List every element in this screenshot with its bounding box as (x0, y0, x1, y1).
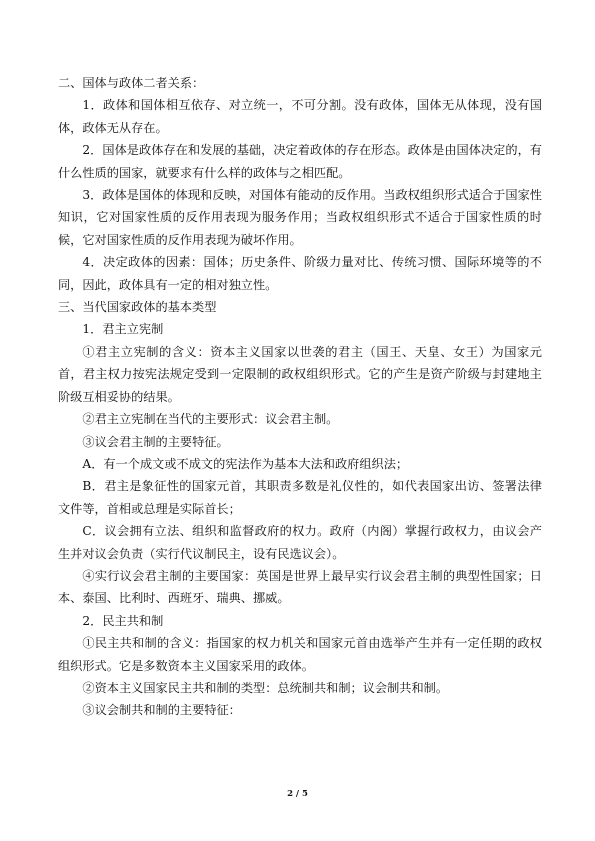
paragraph: ①君主立宪制的含义：资本主义国家以世袭的君主（国王、天皇、女王）为国家元首，君主权力按宪法规定受到一定限制的政权组织形式。它的产生是资产阶级与封建地主阶级互相妥协的结果。 (58, 344, 542, 404)
paragraph: 2．国体是政体存在和发展的基础，决定着政体的存在形态。政体是由国体决定的，有什么性质的国家，就要求有什么样的政体与之相匹配。 (58, 143, 542, 180)
paragraph: 1．政体和国体相互依存、对立统一，不可分割。没有政体，国体无从体现，没有国体，政体无从存在。 (58, 98, 542, 135)
paragraph: 4．决定政体的因素：国体；历史条件、阶级力量对比、传统习惯、国际环境等的不同，因此，政体具有一定的相对独立性。 (58, 255, 542, 292)
document-body (58, 72, 542, 722)
paragraph: ④实行议会君主制的主要国家：英国是世界上最早实行议会君主制的典型性国家；日本、泰国、比利时、西班牙、瑞典、挪威。 (58, 568, 542, 606)
paragraph: ③议会君主制的主要特征。 (82, 434, 229, 449)
paragraph: C．议会拥有立法、组织和监督政府的权力。政府（内阁）掌握行政权力，由议会产生并对议会负责（实行代议制民主，设有民选议会）。 (58, 524, 542, 561)
subsection-heading: 1．君主立宪制 (82, 322, 164, 337)
paragraph: B．君主是象征性的国家元首，其职责多数是礼仪性的，如代表国家出访、签署法律文件等，首相或总理是实际首长； (58, 479, 542, 516)
subsection-heading: 2．民主共和制 (82, 613, 164, 628)
paragraph: 3．政体是国体的体现和反映，对国体有能动的反作用。当政权组织形式适合于国家性知识，它对国家性质的反作用表现为服务作用；当政权组织形式不适合于国家性质的时候，它对国家性质的反作用表现为破坏作用。 (58, 188, 542, 247)
paragraph: ②资本主义国家民主共和制的类型：总统制共和制；议会制共和制。 (82, 680, 449, 695)
section-heading: 三、当代国家政体的基本类型 (58, 300, 217, 315)
page-number: 2 / 5 (287, 789, 308, 799)
paragraph: ②君主立宪制在当代的主要形式：议会君主制。 (82, 412, 339, 427)
section-heading: 二、国体与政体二者关系： (58, 76, 205, 90)
paragraph: ③议会制共和制的主要特征： (82, 703, 241, 718)
paragraph: A．有一个成文或不成文的宪法作为基本大法和政府组织法； (82, 456, 409, 471)
paragraph: ①民主共和制的含义：指国家的权力机关和国家元首由选举产生并有一定任期的政权组织形式。它是多数资本主义国家采用的政体。 (58, 636, 542, 673)
